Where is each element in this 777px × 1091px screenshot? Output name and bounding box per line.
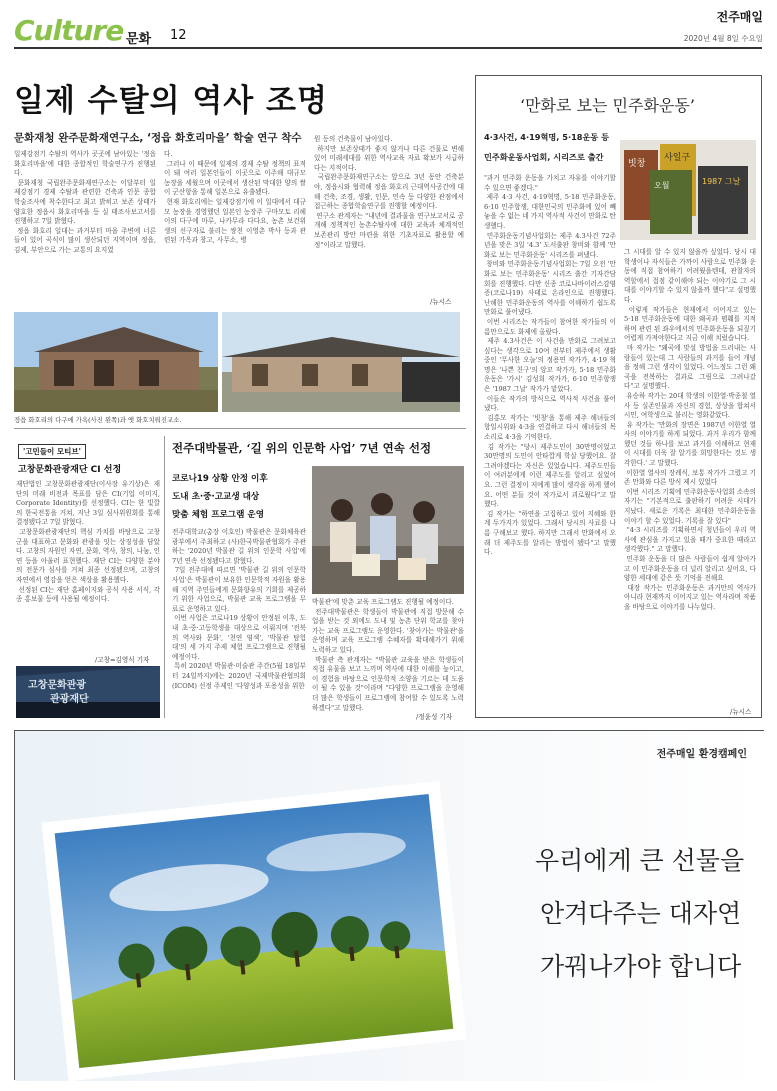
book-title-3: 오월 bbox=[654, 181, 670, 190]
ci-building-photo bbox=[16, 666, 160, 718]
main-article-col1: 일제강점기 수탈의 역사가 곳곳에 남아있는 '정읍 화호리마을'에 대한 종합적인 학술연구가 진행된다. 문화재청 국립완주문화재연구소는 이달부터 일제강점기 경제 수탈과 관련한 건축과 인문 종합 학술조사에 착수한다고 최고 밝히고 보존 상태가 양호한 정읍시 화호리마을 등 실 태조사보고서를 진행하고 7일 밝혔다. 정읍 화호리 일대는 과거부터 마을 주변에 너른 들이 있어 곡식이 많이 생산되던 지역이며 정읍, 김제, 부안으로 가는 교통의 요지였 bbox=[14, 150, 156, 254]
main-article-col2: 다. 그러나 이 때문에 일제의 경제 수탈 정책의 표적이 돼 여러 일본인들이 이곳으로 이주해 대규모 농장을 세웠으며 이곳에서 생산된 막대한 양의 쌀이 군산항을 통해 일본으로 유출됐다. 현재 화호리에는 일제강점기에 이 일대에서 대규모 농장을 경영했던 일본인 농장주 구마모토 리헤이의 다구에 마루, 나카무라 다다요, 농촌 보건위생의 선구자로 불리는 쌍천 이영춘 박사 등과 관련된 가옥과 창고, 사무소, 병 bbox=[164, 150, 306, 245]
ci-sign-line2: 관광재단 bbox=[50, 694, 89, 705]
campaign-label: 전주매일 환경캠페인 bbox=[656, 749, 747, 760]
book-title-1: 빗창 bbox=[628, 159, 646, 169]
environment-campaign-ad bbox=[14, 730, 764, 1080]
header-rule bbox=[14, 47, 762, 49]
ci-article-byline: /고창=김영식 기자 bbox=[95, 656, 150, 664]
main-article-byline: /뉴시스 bbox=[430, 298, 452, 306]
ci-article-title: 고창문화관광재단 CI 선정 bbox=[18, 465, 122, 475]
museum-col2: 박물관'에 맞춘 교육 프로그램도 진행될 예정이다. 전주대박물관은 학생들이 박물관에 직접 방문해 수업을 받는 것 외에도 도내 및 농촌 단위 학교를 찾아가는 교육 프로그램도 운영한다. '찾아가는 박물관'을 운영하며 교육 프로그램 수혜자를 확대해가기 위해 노력하고 있다. 박물관 측 관계자는 "박물관 교육을 받은 학생들이 직접 유물을 보고 느끼며 역사에 대한 이해를 높이고, 이 경험을 바탕으로 인문학적 소양을 기르는 데 도움이 될 수 있을 것"이라며 "다양한 프로그램을 운영해 더 많은 학생들이 프로그램에 참여할 수 있도록 노력하겠다"고 말했다. bbox=[312, 598, 464, 712]
campaign-line-1: 우리에게 큰 선물을 bbox=[535, 846, 745, 875]
right-article-subtitle-2: 민주화운동사업회, 시리즈로 출간 bbox=[484, 152, 604, 162]
main-photo-caption: 정읍 화호리의 다구에 가옥(사진 왼쪽)과 옛 화호치뤄진교소. bbox=[14, 416, 182, 424]
museum-col1: 전주대학교(총장 이호인) 박물관은 문화체육관광부에서 주최하고 (사)한국박물관협회가 주관하는 '2020년 박물관 길 위의 인문학 사업'에 7년 연속 선정됐다고 밝혔다. 7일 전주대에 따르면 '박물관 길 위의 인문학 사업'은 박물관이 보유한 인문학적 자원을 활용해 지역 주민들에게 문화향유의 기회를 제공하기 위한 사업으로, 박물관 교육 프로그램을 무료로 운영하고 있다. 이번 사업은 코로나19 상황이 안정된 이후, 도내 초·중·고등학생을 대상으로 이뤄지며 '전북의 역사와 문화', '천연 염색', '박물관 탐험대'의 세 가지 주제 체험 프로그램으로 진행될 예정이다. 특히 2020년 박물관·미술관 주간(5월 18일부터 24일까지)에는 2020년 국제박물관협의회(ICOM) 선정 주제인 '다양성과 포용성을 위한 bbox=[172, 528, 306, 690]
section-brand: Culture bbox=[14, 14, 124, 47]
newspaper-name: 전주매일 bbox=[716, 10, 763, 24]
main-headline: 일제 수탈의 역사 조명 bbox=[14, 83, 328, 119]
ci-article-body: 재단법인 고창문화관광재단(이사장 유기상)은 재단의 미래 비전과 목표를 담은 CI(기업 이미지, Corporate Identity)를 선정했다. CI는 한 빛깔의 한국전통을 거쳐, 지난 3일 심사위원회를 통해 결정됐다고 7일 밝혔다. 고창문화관광재단의 핵심 가치를 바탕으로 고창군을 대표하고 문화와 관광을 잇는 상징성을 담았다. 고창의 자원인 자연, 문화, 역사, 창의, 나눔, 인연 등을 아울러 표현했다. 재단 CI는 다양한 분야의 전문가 심사를 거쳐 최종 선정됐으며, 고창의 자연에서 영감을 얻은 색상을 활용했다. 선정된 CI는 재단 홈페이지와 공식 사용 서식, 각종 홍보물 등에 사용될 예정이다. bbox=[16, 480, 160, 604]
campaign-line-3: 가꿔나가야 합니다 bbox=[540, 952, 742, 981]
museum-byline: /정윤성 기자 bbox=[416, 713, 453, 721]
right-article-col1: "과거 민주화 운동을 가치고 자유를 이야기할 수 있으면 좋겠다." 제주 4·3 사건, 4·19혁명, 5·18 민주화운동, 6·10 민주항쟁, 대한민국의 민주화에 있어 빼놓을 수 없는 네 가지 역사적 사건이 만화로 탄생했다. 민주화운동기념사업회는 제주 4.3사건 72주년을 맞은 3일 '4.3' 도서출판 창비와 함께 '만화로 보는 민주화운동' 시리즈를 펴냈다. 창비와 민주화운동기념사업회는 7일 오전 '만화로 보는 민주화운동' 시리즈 출간 기자간담회를 진행했다. 다만 신종 코로나바이러스감염증(코로나19) 사태로 온라인으로 진행했다. 난해한 민주화운동의 역사를 이해하기 쉽도록 만화로 풀어냈다. 이번 시리즈는 작가들이 참여한 작가들의 이름만으로도 화제에 올랐다. 제주 4.3사건은 이 사건을 만화로 그려보고 싶다는 생각으로 10여 전부터 제주에서 생활 중인 '무사한 오늘'의 정용연 작가가, 4·19 혁명은 '나쁜 친구'의 앙꼬 작가가, 5·18 민주화운동은 '가시' 김성희 작가가, 6·10 민주항쟁은 '1987 그날' 작가가 맡았다. 이들은 작가의 방식으로 역사적 사건을 풀어냈다. 김홍모 작가는 '빗창'을 통해 제주 해녀들의 항일시위와 4·3을 연결하고 다시 해녀들의 목소리로 4·3을 기억한다. 김 작가는 "당시 제주도민이 30만명이었고 30만명의 도민이 안타깝게 학살 당했어요. 잘 그려야겠다는 자신은 있었습니다. 제주도민들이 여러분에게 이런 제주도를 알리고 싶었어요. 그런 결정이 저에게 많이 생각을 하게 했어요. 어떤 분들 것이 작가로서 괴로웠다"고 말했다. 김 작가는 "하연을 고집하고 있어 지혜와 한계 두가지가 있었다. 그래서 당시의 사료를 나름 구해보고 했다. 하지만 그래서 만화에서 오래 더 제주도를 알리는 방법이 됐다"고 말했다. bbox=[484, 174, 616, 557]
museum-headline: 전주대박물관, ‘길 위의 인문학 사업’ 7년 연속 선정 bbox=[172, 441, 432, 455]
main-subheadline: 문화재청 완주문화재연구소, ‘정읍 화호리마을’ 학술 연구 착수 bbox=[14, 132, 302, 144]
column-divider bbox=[164, 436, 165, 718]
ci-sign-line1: 고창문화관광 bbox=[28, 680, 86, 691]
book-covers-photo bbox=[620, 140, 756, 240]
right-article-byline: /뉴시스 bbox=[730, 708, 752, 716]
right-article-title: ‘만화로 보는 민주화운동’ bbox=[520, 96, 695, 115]
page-number: 12 bbox=[170, 28, 187, 43]
campaign-line-2: 안겨다주는 대자연 bbox=[540, 899, 742, 928]
museum-sub-2: 도내 초·중·고교생 대상 bbox=[172, 492, 260, 502]
section-label: 문화 bbox=[126, 32, 152, 47]
right-article-subtitle-1: 4·3사건, 4·19혁명, 5·18운동 등 bbox=[484, 132, 610, 142]
museum-sub-1: 코로나19 상황 안정 이후 bbox=[172, 474, 268, 484]
book-title-2: 사일구 bbox=[664, 153, 691, 163]
old-house-photo-left bbox=[14, 312, 218, 412]
museum-sub-3: 맞춤 체험 프로그램 운영 bbox=[172, 510, 264, 520]
main-article-col3: 원 등의 건축물이 남아있다. 하지만 보존상태가 좋지 않거나 다른 건물로 변해 있어 미래세대를 위한 역사교육 자료 확보가 시급하다는 지적이다. 국립완주문화재연구소는 앞으로 3년 동안 건축분야, 정읍시와 협력해 정읍 화호리 근대역사공간에 대해 건축, 조경, 생활, 인문, 민속 등 다양한 관점에서 접근하는 종합학술연구를 진행할 예정이다. 연구소 관계자는 "내년에 결과물을 연구보고서로 공개해 정책적인 농촌수탈사에 대한 교육과 체계적인 보존관리 방안 마련을 위한 기초자료로 활용할 예정"이라고 말했다. bbox=[314, 135, 464, 249]
museum-students-photo bbox=[312, 466, 464, 594]
section-divider bbox=[14, 428, 466, 429]
right-article-col2: 그 시대를 알 수 있지 않을까 싶었다. 당시 대학생이나 자식들은 가까이 사람으로 민주화 운동에 직접 참여하기 어려웠을텐데, 관찰자의 역할에서 접점 같이해야 되는 이야기로 그 시대를 이야기할 수 있지 않을까 했다"고 설명했다. 이렇게 작가들은 현재에서 이어지고 있는 5·18 민주화운동에 대한 왜곡과 폄훼를 지적하며 관련 된 좌우에서의 민주화운동을 되짚기 어렵게 가져야한다고 지금 이해 치렀습니다. 마 작가는 "왜곡에 맞설 방법을 드러내는 사람들이 있는데 그 사람들의 과거를 들어 개념을 정해 그런 생각이 있었다. 어느정도 그런 왜곡을 전복하는 결과로 그림으로 그려나갔다"고 설명했다. 유승하 작가는 20대 학생의 이한열·박종철 열사 등 실존인물과 자신의 경험, 상상을 합쳐서 시민, 여학생으로 불리는 영화같았다. 유 작가는 '만화의 장면은 1987년 이한열 열사의 이야기를 하게 되었다. 과거 우리가 함께 했던 것들 하나를 보고 과거를 이해하고 현재 이 시대를 더욱 잘 알기를 희망한다는 것도 생각한다.' 고 말했다. 이한열 열사의 장례식, 보통 작가가 그렸고 기존 만화와 다른 방식 제시 있었다 이번 시리즈 기획에 민주화운동사업회 소속의 자기는 "기본적으로 출판하기 어려운 시대가 지났다. 새로운 기록은 최대한 민주화운동을 이야기 할 수 있었다. 기록을 잘 있다" "4·3 시리즈를 기획하면서 청년들이 우리 역사에 관심을 가지고 있을 때가 중요한 때라고 생각했다." 고 말했다. 민주화 운동을 더 많은 사람들이 쉽게 알아가고 이 민주화운동을 더 널리 알리고 싶어요, 다양한 세대에 같은 뜻 기억을 전해요 대장 작가는 민주화운동은 과거만의 역사가 아니라 현재까지 이어지고 있는 역사라며 작품을 바탕으로 이야기를 나누었다. bbox=[624, 248, 756, 611]
ci-article-tag: '고민들이 모티브' bbox=[18, 444, 86, 459]
book-title-4: 1987 그날 bbox=[702, 177, 741, 186]
old-house-photo-right bbox=[222, 312, 460, 412]
publication-date: 2020년 4월 8일 수요일 bbox=[683, 34, 763, 43]
